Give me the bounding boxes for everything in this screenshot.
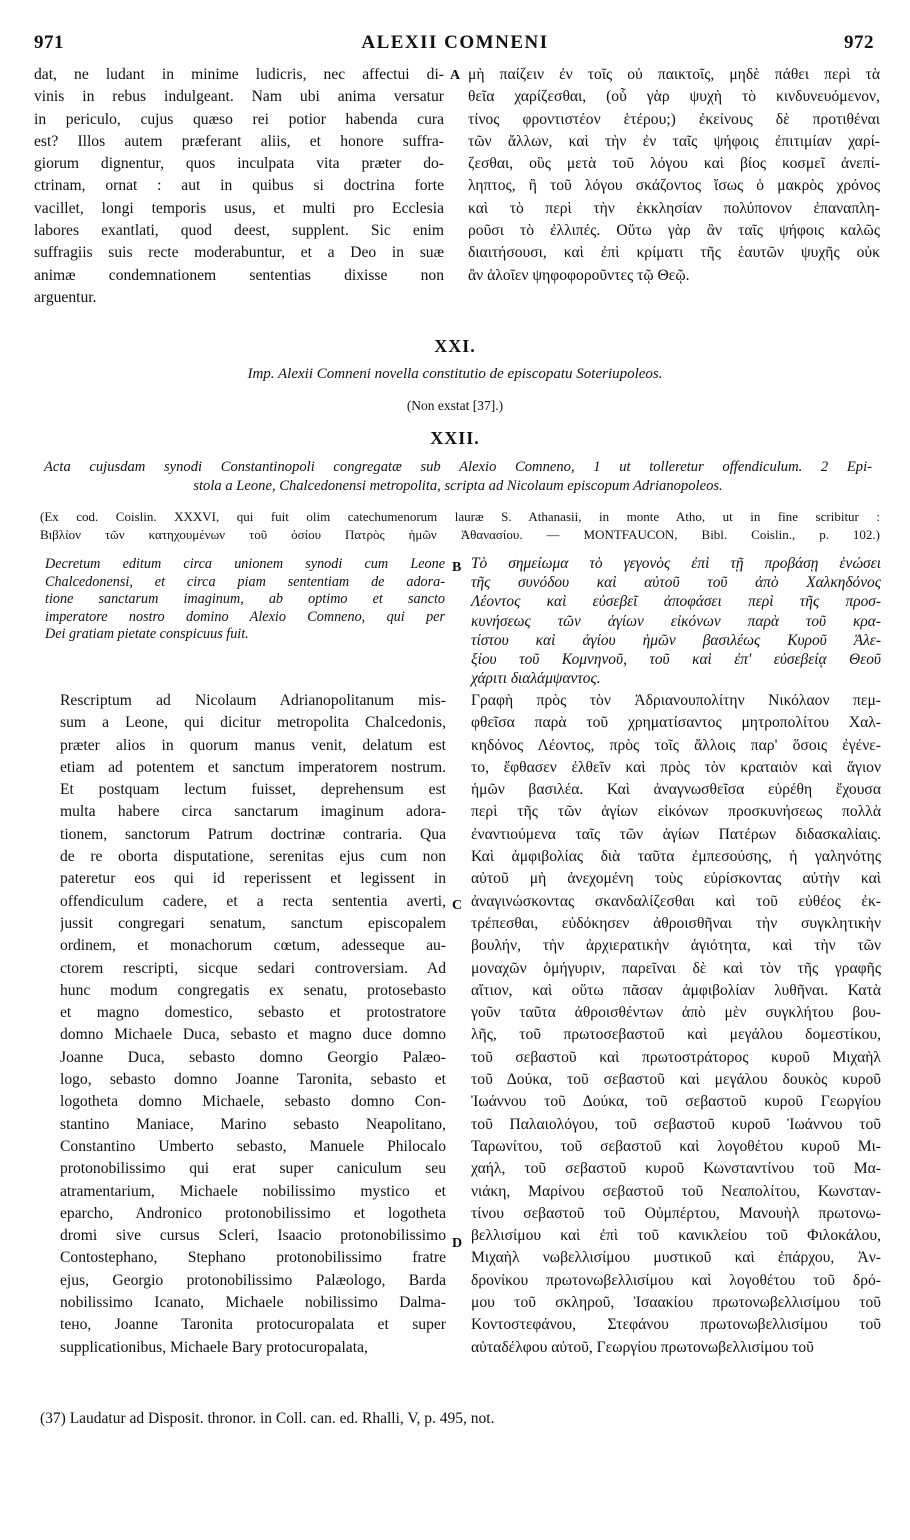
latin-line: ctorem rescripti, sicque sedari controversiam. Ad [60, 959, 446, 977]
greek-line: φθεῖσα παρὰ τοῦ χρηματίσαντος μητροπολίτου Χαλ- [471, 714, 881, 732]
greek-line: τοῦ Παλαιολόγου, τοῦ σεβαστοῦ κυροῦ Ἰωάννου τοῦ [471, 1115, 881, 1133]
greek-line: δρονίκου πρωτονωβελλισίμου καὶ λογοθέτου τοῦ δρό- [471, 1271, 881, 1289]
latin-line: arguentur. [34, 288, 97, 306]
latin-line: Et postquam lectum fuisset, deprehensum est [60, 781, 446, 799]
greek-line: γοῦν ταῦτα ἀθροισθέντων ἀπὸ μὲν συγκλήτου βου- [471, 1004, 881, 1022]
margin-marker-b: B [452, 560, 462, 575]
latin-line: labores exantlati, quod deest, supplent. Sic enim [34, 222, 444, 240]
latin-line: et magno domestico, sebasto et protostratore [60, 1004, 446, 1022]
greek-line: Κοντοστεφάνου, Στεφάνου πρωτονωβελλισίμου τοῦ [471, 1316, 881, 1334]
greek-line: μοναχῶν ὁμήγυριν, παρεῖναι δὲ καὶ τὸν τῆς γραφῆς [471, 959, 881, 977]
running-title: ALEXII COMNENI [361, 32, 549, 53]
section-note-xxi: (Non exstat [37].) [406, 398, 504, 413]
latin-line: hunc modum congregatis ex senatu, protosebasto [60, 981, 446, 999]
greek-line: Καὶ ἀμφιβολίας διὰ ταῦτα ἐμπεσούσης, ἡ γαληνότης [471, 848, 881, 866]
latin-line: in periculo, cujus quæso rei potior habenda cura [34, 110, 444, 128]
page-number-right: 972 [844, 32, 874, 53]
section-title-xxi: Imp. Alexii Comneni novella constitutio de episcopatu Soteriupoleos. [247, 366, 663, 382]
greek-line: λῆς, τοῦ πρωτοσεβαστοῦ καὶ μεγάλου δομεστίκου, [471, 1026, 881, 1044]
decree-latin-line: Decretum editum circa unionem synodi cum Leone [45, 556, 445, 572]
acta-line: Acta cujusdam synodi Constantinopoli congregatæ sub Alexio Comneno, 1 ut tolleretur offendiculum. 2 Epi- [44, 459, 872, 475]
latin-line: animæ condemnationem sententias dixisse non [34, 266, 444, 284]
greek-line: Γραφὴ πρὸς τὸν Ἀδριανουπολίτην Νικόλαον πεμ- [471, 692, 881, 709]
latin-line: ejus, Georgio protonobilissimo Palæologo, Barda [60, 1271, 446, 1289]
latin-line: dat, ne ludant in minime ludicris, nec affectui di- [34, 66, 444, 83]
top-greek-column [468, 64, 880, 287]
latin-line: Contostephano, Stephano protonobilissimo fratre [60, 1249, 446, 1267]
margin-marker-c: C [452, 898, 463, 913]
body-latin-column [60, 690, 446, 1359]
greek-line: αὐταδέλφου αὐτοῦ, Γεωργίου πρωτονωβελλισίμου τοῦ [471, 1338, 814, 1356]
decree-greek-line: χάριτι διαλάμψαντος. [471, 670, 601, 688]
decree-greek-line: Τὸ σημείωμα τὸ γεγονὸς ἐπὶ τῇ προβάσῃ ἑνώσει [471, 555, 881, 572]
latin-line: Rescriptum ad Nicolaum Adrianopolitanum mis- [60, 692, 446, 709]
greek-line: Μιχαὴλ νωβελλισίμου μυστικοῦ καὶ ἐπάρχου, Ἀν- [471, 1249, 881, 1267]
greek-line: διαιτήσουσι, καὶ ἐπὶ κρίματι τῆς ἑαυτῶν ψυχῆς οὐκ [468, 244, 880, 262]
latin-line: domno Michaele Duca, sebasto et magno duce domno [60, 1026, 446, 1044]
decree-latin-line: tione sanctarum imaginum, ab optimo et sancto [45, 591, 445, 607]
decree-title-greek [471, 554, 881, 688]
latin-line: supplicationibus, Michaele Bary protocuropalata, [60, 1338, 368, 1356]
latin-line: logo, sebasto domno Joanne Taronita, sebasto et [60, 1071, 446, 1089]
greek-line: τῶν ἄλλων, καὶ τὴν ἐν ταῖς ψήφοις ἐπιτιμίαν χαρί- [468, 132, 880, 150]
greek-line: ἂν ἁλοῖεν ψηφοφοροῦντες τῷ Θεῷ. [468, 266, 690, 284]
acta-heading [44, 458, 872, 496]
greek-line: βουλήν, τὴν ἀρχιερατικὴν ἁγιότητα, καὶ τὴν τῶν [471, 937, 881, 955]
greek-line: περὶ τῆς τῶν ἁγίων εἰκόνων προσκυνήσεως πολλὰ [471, 803, 881, 821]
greek-line: ληπτος, ἢ τοῦ λόγου σκάζοντος ἴσως ὁ μακρὸς χρόνος [468, 177, 880, 195]
top-latin-column [34, 64, 444, 309]
greek-line: καὶ τὸ περὶ τὴν ἐκκλησίαν πολύπονον ἐπαναπλη- [468, 199, 880, 217]
latin-line: Joanne Duca, sebasto domno Georgio Palæo- [60, 1048, 446, 1066]
greek-line: ἐναντιούμενα ταῖς τῶν ἁγίων Πατέρων διδασκαλίαις. [471, 825, 881, 843]
greek-line: το, ἔφθασεν ἐλθεῖν καὶ πρὸς τὸν κραταιὸν καὶ ἅγιον [471, 758, 881, 776]
latin-line: pateretur eos qui id reperissent et legissent in [60, 870, 446, 888]
acta-line: stola a Leone, Chalcedonensi metropolita, scripta ad Nicolaum episcopum Adrianopoleos. [193, 478, 723, 494]
section-number-xxii: XXII. [430, 428, 480, 448]
latin-line: præter alios in quorum manus venit, delatum est [60, 736, 446, 754]
latin-line: stantino Maniace, Marino sebasto Neapolitano, [60, 1115, 446, 1133]
latin-line: eparcho, Andronico protonobilissimo et logotheta [60, 1204, 446, 1222]
greek-line: μου τοῦ σκληροῦ, Ἰσαακίου πρωτονωβελλισίμου τοῦ [471, 1294, 881, 1312]
latin-line: giorum dignentur, quos inculpata vita præter do- [34, 155, 444, 173]
greek-line: χαήλ, τοῦ σεβαστοῦ κυροῦ Κωνσταντίνου τοῦ Μα- [471, 1160, 881, 1178]
greek-line: νιάκη, Μαρίνου σεβαστοῦ τοῦ Νεαπολίτου, Κωνσταν- [471, 1182, 881, 1200]
footnote: (37) Laudatur ad Disposit. thronor. in Coll. can. ed. Rhalli, V, p. 495, not. [40, 1410, 495, 1427]
greek-line: ἡμῶν βασιλέα. Καὶ ἀναγνωσθεῖσα εὑρέθη ἔχουσα [471, 781, 881, 799]
latin-line: est? Illos autem præferant aliis, et honore suffra- [34, 132, 444, 150]
greek-line: αὐτοῦ μὴ ἀνεχομένη τοὺς εὑρίσκοντας αὐτὴν καὶ [471, 870, 881, 888]
latin-line: nobilissimo Icanato, Michaele nobilissimo Dalma- [60, 1294, 446, 1312]
source-note [40, 508, 880, 544]
latin-line: tionem, sanctorum Patrum doctrinæ contraria. Qua [60, 825, 446, 843]
greek-line: Ἰωάννου τοῦ Δούκα, τοῦ σεβαστοῦ κυροῦ Γεωργίου [471, 1093, 881, 1111]
decree-greek-line: τῆς συνόδου καὶ αὐτοῦ τοῦ ἀπὸ Χαλκηδόνος [471, 574, 881, 592]
latin-line: atramentarium, Michaele nobilissimo mystico et [60, 1182, 446, 1200]
greek-line: ροῦσι τὸ ἐλλιπές. Οὕτω γὰρ ἂν ταῖς ψήφοις καλῶς [468, 222, 880, 240]
page-number-left: 971 [34, 32, 64, 53]
greek-line: τρέπεσθαι, εὐδόκησεν ἀθροισθῆναι τὴν συγκλητικὴν [471, 914, 881, 932]
source-line: (Ex cod. Coislin. XXXVI, qui fuit olim catechumenorum lauræ S. Athanasii, in monte Atho, ut in fine scribitur : [40, 509, 880, 524]
greek-line: τοῦ Δούκα, τοῦ σεβαστοῦ καὶ μεγάλου δουκὸς κυροῦ [471, 1071, 881, 1089]
latin-line: vinis in rebus indulgeant. Nam ubi anima versatur [34, 88, 444, 106]
decree-greek-line: ξίου τοῦ Κομνηνοῦ, τοῦ καὶ ἐπ' εὐσεβείᾳ Θεοῦ [471, 651, 881, 669]
greek-line: βελλισίμου καὶ ἐπὶ τοῦ κανικλείου τοῦ Φιλοκάλου, [471, 1227, 881, 1245]
margin-marker-d: D [452, 1236, 463, 1251]
decree-title-latin [45, 556, 445, 644]
latin-line: protonobilissimo qui erat super caniculum seu [60, 1160, 446, 1178]
source-line: Βιβλίον τῶν κατηχουμένων τοῦ ὁσίου Πατρὸς ἡμῶν Ἀθανασίου. — MONTFAUCON, Bibl. Coislin., p. 102.) [40, 527, 880, 542]
latin-line: vacillet, longi temporis usus, et multi pro Ecclesia [34, 199, 444, 217]
latin-line: jussit congregari senatum, sanctum episcopalem [60, 914, 446, 932]
latin-line: dromi sive cursus Scleri, Isaacio protonobilissimo [60, 1227, 446, 1245]
greek-line: τίνος φροντιστέον ἑτέρου;) ἐκείνους δὲ προτιθέναι [468, 110, 880, 128]
decree-latin-line: Dei gratiam pietate conspicuus fuit. [45, 626, 249, 642]
greek-line: τίνου σεβαστοῦ τοῦ Οὐμπέρτου, Μανουὴλ πρωτονω- [471, 1204, 881, 1222]
body-greek-column [471, 690, 881, 1359]
greek-line: κηδόνος Λέοντος, πρὸς τοῖς ἄλλοις παρ' ὅσοις ἐγένε- [471, 736, 881, 754]
decree-greek-line: Λέοντος καὶ εὐσεβεῖ ἀποφάσει περὶ τῆς προσ- [471, 593, 881, 611]
greek-line: θεῖα χαρίζεσθαι, (οὗ γὰρ ψυχὴ τὸ κινδυνευόμενον, [468, 88, 880, 106]
greek-line: ἀναγινώσκοντας σκανδαλίζεσθαι καὶ τοῦ εὐθέος ἐκ- [471, 892, 881, 910]
decree-latin-line: imperatore nostro domino Alexio Comneno, qui per [45, 608, 445, 625]
latin-line: ordinem, et monachorum cœtum, adesseque au- [60, 937, 446, 955]
latin-line: tено, Joanne Taronita protocuropalata et super [60, 1316, 446, 1334]
section-number-xxi: XXI. [434, 336, 476, 356]
margin-marker-a: A [450, 68, 461, 83]
greek-line: αἴτιον, καὶ οὕτω πᾶσαν ἀμφιβολίαν λυθῆναι. Κατὰ [471, 981, 881, 999]
decree-greek-line: κυνήσεως τῶν ἁγίων εἰκόνων παρὰ τοῦ κρα- [471, 612, 881, 630]
latin-line: ctrinam, ornat : aut in quibus si doctrina forte [34, 177, 444, 195]
greek-line: Ταρωνίτου, τοῦ σεβαστοῦ καὶ λογοθέτου κυροῦ Μι- [471, 1137, 881, 1155]
decree-latin-line: Chalcedonensi, et circa piam sententiam de adora- [45, 573, 445, 590]
latin-line: offendiculum cadere, et a recta sententia averti, [60, 892, 446, 910]
greek-line: ζεσθαι, οὓς μετὰ τοῦ λόγου καὶ βίος κοσμεῖ ἀνεπί- [468, 155, 880, 173]
greek-line: τοῦ σεβαστοῦ καὶ πρωτοστράτορος κυροῦ Μιχαὴλ [471, 1048, 881, 1066]
latin-line: multa habere circa sanctarum imaginum adora- [60, 803, 446, 821]
latin-line: de re oborta disputatione, serenitas ejus cum non [60, 848, 446, 866]
decree-greek-line: τίστου καὶ ἁγίου ἡμῶν βασιλέως Κυροῦ Ἀλε- [471, 631, 881, 649]
latin-line: suffragiis suis recte moderabuntur, et a Deo in suæ [34, 244, 444, 262]
greek-line: μὴ παίζειν ἐν τοῖς οὐ παικτοῖς, μηδὲ πάθει περὶ τὰ [468, 66, 880, 83]
latin-line: logotheta domno Michaele, sebasto domno Con- [60, 1093, 446, 1111]
latin-line: sum a Leone, qui dicitur metropolita Chalcedonis, [60, 714, 446, 732]
latin-line: Constantino Umberto sebasto, Manuele Philocalo [60, 1137, 446, 1155]
latin-line: etiam ad potentem et sanctum imperatorem nostrum. [60, 758, 446, 776]
